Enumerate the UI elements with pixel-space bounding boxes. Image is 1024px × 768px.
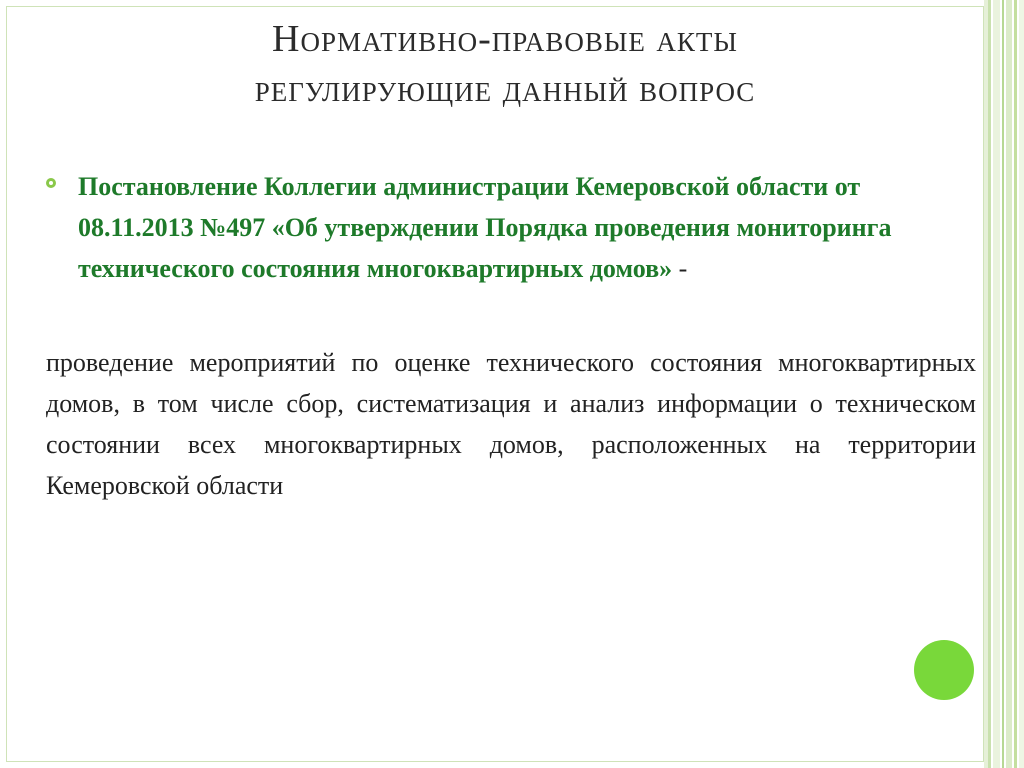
circle-bullet-icon — [46, 178, 56, 188]
decorative-stripe — [993, 0, 1000, 768]
slide-title-line-2: регулирующие данный вопрос — [254, 68, 756, 110]
decorative-stripe — [988, 0, 991, 768]
slide-title — [40, 14, 970, 114]
decorative-stripe — [1019, 0, 1024, 768]
green-circle-icon — [914, 640, 974, 700]
bullet-item — [46, 166, 946, 289]
slide-title-line-1: Нормативно-правовые акты — [272, 18, 738, 60]
decorative-stripe — [1014, 0, 1017, 768]
bullet-text — [78, 166, 946, 289]
decorative-stripe — [1006, 0, 1012, 768]
bullet-main-text: Постановление Коллегии администрации Кемеровской области от 08.11.2013 №497 «Об утверждении Порядка проведения мониторинга технического состояния многоквартирных домов» — [78, 172, 892, 283]
decorative-stripe — [1002, 0, 1004, 768]
bullet-suffix: - — [672, 254, 688, 283]
body-paragraph: проведение мероприятий по оценке технического состояния многоквартирных домов, в том числе сбор, систематизация и анализ информации о техническом состоянии всех многоквартирных домов, расположенных на территории Кемеровской области — [46, 348, 976, 500]
